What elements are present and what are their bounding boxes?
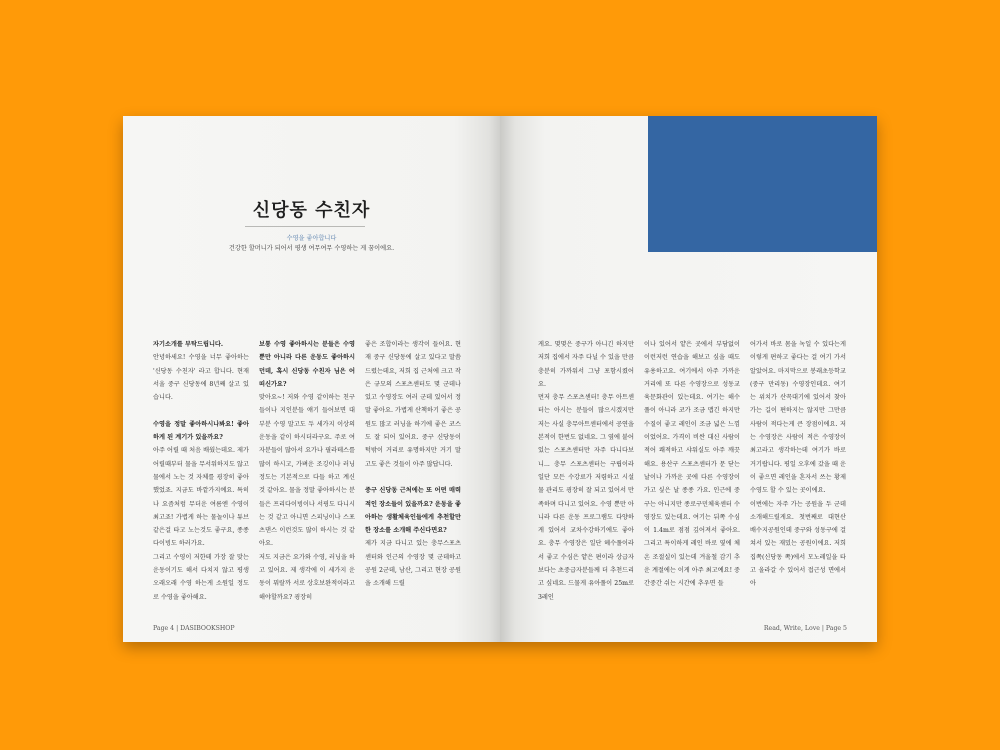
title-divider [245, 226, 365, 227]
paragraph: 아주 어릴 때 처음 배웠는데요. 제가 어릴때부터 물을 무서워하지도 않고 물에서 노는 것 자체를 굉장히 좋아했었죠. 지금도 바깥가지예요. 특히나 요즘처럼 무더운 여름엔 수영이 최고죠! 가볍게 하는 물놀이나 튜브 같은걸 타고 노는것도 좋구요, 종종 다이빙도 하러가요. [153, 447, 249, 548]
paragraph: 제가 지금 다니고 있는 충무스포츠센터와 인근의 수영장 몇 군데하고 공원 2군데, 남산, 그리고 현장 공원을 소개해 드릴 [365, 540, 461, 588]
paragraph-spacer [153, 404, 249, 417]
subtitle-line: 건강한 할머니가 되어서 평생 여무여무 수영하는 게 꿈이에요. [228, 245, 395, 252]
left-page [123, 116, 500, 642]
text-column-5 [644, 338, 740, 591]
text-column-2 [259, 338, 355, 604]
text-column-3 [365, 338, 461, 591]
paragraph: 어가서 바로 몸을 녹일 수 있다는게 이렇게 편하고 좋다는 걸 여기 가서 알았어요. 마지막으로 봉래초등학교(중구 만리동) 수영장인데요. 여기는 위치가 산꼭대기에 있어서 찾아가는 길이 편하지는 않지만 그만큼 사람이 적다는게 큰 장점이에요. 저는 수영장은 사람이 적은 수영장이 최고라고 생각하는데 여기가 바로 거기랍니다. 평일 오후에 갔을 때 운이 좋으면 레인을 혼자서 쓰는 황제수영도 할 수 있는 곳이에요. [750, 341, 846, 495]
interview-question: 보통 수영 좋아하시는 분들은 수영뿐만 아니라 다른 운동도 좋아하시던데, 혹시 신당동 수친자 님은 어떠신가요? [259, 341, 355, 388]
color-block [648, 116, 877, 252]
paragraph: 좋은 조합이라는 생각이 들어요. 현재 중구 신당동에 살고 있다고 말씀드렸는데요, 저희 집 근처에 크고 작은 규모의 스포츠센터도 몇 군데나 있고 수영장도 여러 군데 있어서 정말 좋아요. 가볍게 산책하기 좋은 공원도 많고 러닝을 하기에 좋은 코스도 잘 되어 있어요. 중구 신당동이 턱밖이 거리로 유명하지만 거기 말고도 좋은 것들이 아주 많답니다. [365, 341, 461, 468]
paragraph: 안녕하세요! 수영을 너무 좋아하는 '신당동 수친자' 라고 합니다. 현재 서울 중구 신당동에 8년째 살고 있습니다. [153, 354, 249, 402]
article-subtitle [123, 234, 500, 254]
magazine-spread [123, 116, 877, 642]
paragraph: 이번에는 자주 가는 공원을 두 군데 소개해드릴게요. 첫번째로 대현산 배수지공원인데 중구와 성동구에 걸쳐서 있는 재밌는 공원이에요. 저희 집쪽(신당동 쪽)에서 모노레일을 타고 올라갈 수 있어서 접근성 면에서 아 [750, 500, 846, 588]
paragraph: 이나 있어서 얕은 곳에서 부담없이 이런저런 연습을 해보고 싶을 때도 유용하고요. 여기에서 아주 가까운 거리에 또 다른 수영장으로 성동교육문화관이 있는데요. 여기는 해수풀이 아니라 코가 조금 맵긴 하지만 수질이 좋고 레인이 조금 넓은 느낌이었어요. 가격이 비싼 대신 사람이 적어 쾌적하고 샤워실도 아주 깨끗해요. 용산구 스포츠센터가 문 닫는 날이나 가까운 곳에 다른 수영장이 가고 싶은 날 종종 가요. 인근에 중구는 아니지만 종로구민체육센터 수영장도 있는데요. 여기는 뒤쪽 수심이 1.4m로 점점 깊어져서 좋아요. 그리고 특이하게 레인 바로 옆에 체온 조절실이 있는데 겨울철 감기 추운 계절에는 이게 아주 최고예요! 중간중간 쉬는 시간에 추우면 들 [644, 341, 740, 588]
interview-question: 자기소개를 부탁드립니다. [153, 341, 224, 348]
paragraph: 저도 지금은 요가와 수영, 러닝을 하고 있어요. 제 생각에 이 세가지 운동이 뭐랄까 서로 상호보완적이라고 해야할까요? 굉장히 [259, 553, 355, 601]
paragraph-spacer [365, 471, 461, 484]
paragraph: 그리고 수영이 저한테 가장 잘 맞는 운동이기도 해서 다치지 않고 평생 오래오래 수영 하는게 소원일 정도로 수영을 좋아해요. [153, 553, 249, 601]
page-footer-left: Page 4 | DASIBOOKSHOP [153, 625, 235, 632]
page-footer-right: Read, Write, Love | Page 5 [763, 625, 847, 632]
paragraph: 먼저 충무 스포츠센터! 충무 아트센터는 아시는 분들이 많으시겠지만 저는 사실 충무아트센터에서 공연을 본적이 한번도 없네요. 그 옆에 붙어있는 스포츠센터만 자주 다니다보니... 충무 스포츠센터는 구립이라 일단 모든 수강료가 저렴하고 시설물 관리도 굉장히 잘 되고 있어서 만족하며 다니고 있어요. 수영 뿐만 아니라 다른 운동 프로그램도 다양하게 있어서 교차수강하기에도 좋아요. 충무 수영장은 일단 헤수풀이라서 좋고 수심은 얕은 편이라 상급자 보다는 초중급자분들께 더 추천드리고 싶네요. 드물게 유아풀이 25m로 3레인 [538, 394, 634, 601]
text-column-6 [750, 338, 846, 591]
subtitle-line: 수영을 좋아합니다 [286, 235, 337, 242]
interview-question: 수영을 정말 좋아하시나봐요! 좋아하게 된 계기가 있을까요? [153, 420, 249, 442]
right-page [500, 116, 877, 642]
paragraph: 맞아요~! 저와 수영 같이하는 친구들이나 지인분들 얘기 들어보면 대부분 수영 말고도 두 세가지 이상의 운동을 같이 하시더라구요. 주로 여자분들이 많아서 요가나 필라테스를 많이 하시고, 가벼운 조깅이나 러닝정도는 기본적으로 다들 하고 계신 것 같아요. 물을 정말 좋아하시는 분들은 프리다이빙이나 서핑도 다니시는 것 같고 아니면 스피닝이나 스포츠댄스 이런것도 많이 하시는 것 같아요. [259, 394, 355, 548]
interview-question: 중구 신당동 근처에는 또 어떤 매력적인 장소들이 있을까요? 운동을 좋아하는 생활체육인들에게 추천할만한 장소를 소개해 주신다면요? [365, 487, 461, 535]
text-column-1 [153, 338, 249, 604]
text-column-4 [538, 338, 634, 604]
paragraph: 게요. 몇몇은 중구가 아니긴 하지만 저희 집에서 자주 다닐 수 있을 만큼 충분히 가까워서 그냥 포함시켰어요. [538, 341, 634, 388]
article-title: 신당동 수친자 [252, 200, 371, 221]
